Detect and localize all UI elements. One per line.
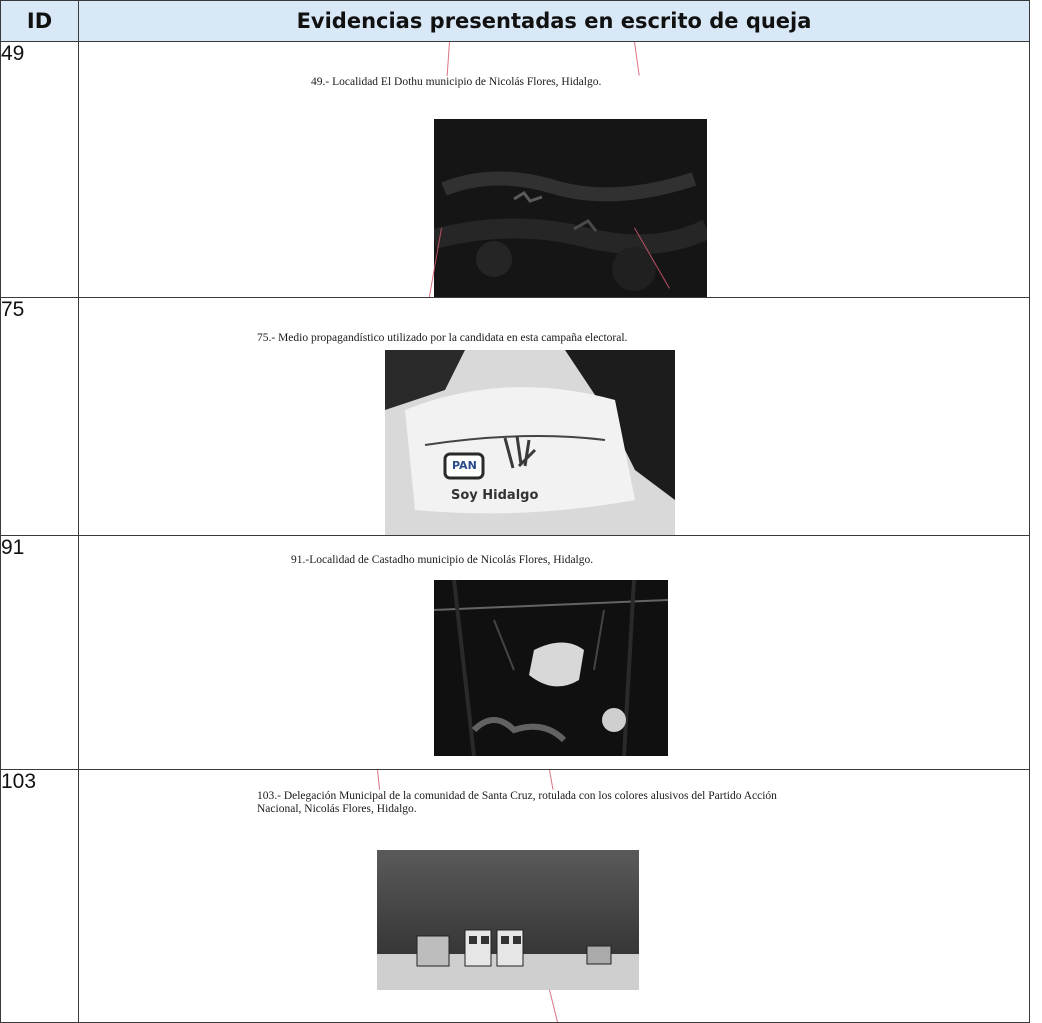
- table-row: [1, 298, 1030, 536]
- photo-slogan-text: Soy Hidalgo: [451, 488, 539, 503]
- evidence-photo: [434, 119, 707, 298]
- evidence-caption: 103.- Delegación Municipal de la comunidad de Santa Cruz, rotulada con los colores alusivos del Partido Acción Nacional, Nicolás Flores, Hidalgo.: [257, 790, 777, 815]
- header-id: ID: [1, 1, 79, 42]
- photo-texture: [434, 580, 668, 756]
- evidence-photo: [434, 580, 668, 756]
- evidence-caption: 49.- Localidad El Dothu municipio de Nicolás Flores, Hidalgo.: [311, 76, 602, 88]
- evidence-caption: 91.-Localidad de Castadho municipio de Nicolás Flores, Hidalgo.: [291, 554, 594, 566]
- table-row: [1, 536, 1030, 770]
- evidence-cell: [79, 298, 1030, 536]
- row-id: 75: [1, 298, 79, 536]
- evidence-caption: 75.- Medio propagandístico utilizado por la candidata en esta campaña electoral.: [257, 332, 628, 344]
- table-header-row: [1, 1, 1030, 42]
- evidence-photo: [385, 350, 675, 536]
- photo-texture: [377, 850, 639, 990]
- red-mark-line: [634, 42, 640, 76]
- evidence-photo: [377, 850, 639, 990]
- photo-texture: [385, 350, 675, 536]
- evidence-cell: [79, 770, 1030, 1023]
- header-evidence: Evidencias presentadas en escrito de queja: [79, 1, 1030, 42]
- red-mark-line: [447, 42, 451, 76]
- row-id: 49: [1, 42, 79, 298]
- red-mark-line: [549, 990, 559, 1023]
- table-row: [1, 42, 1030, 298]
- red-mark-line: [549, 770, 554, 790]
- row-id: 91: [1, 536, 79, 770]
- evidence-cell: [79, 536, 1030, 770]
- table-row: [1, 770, 1030, 1023]
- photo-logo-text: PAN: [452, 459, 477, 472]
- photo-texture: [434, 119, 707, 298]
- red-mark-line: [377, 770, 380, 790]
- evidence-cell: [79, 42, 1030, 298]
- row-id: 103: [1, 770, 79, 1023]
